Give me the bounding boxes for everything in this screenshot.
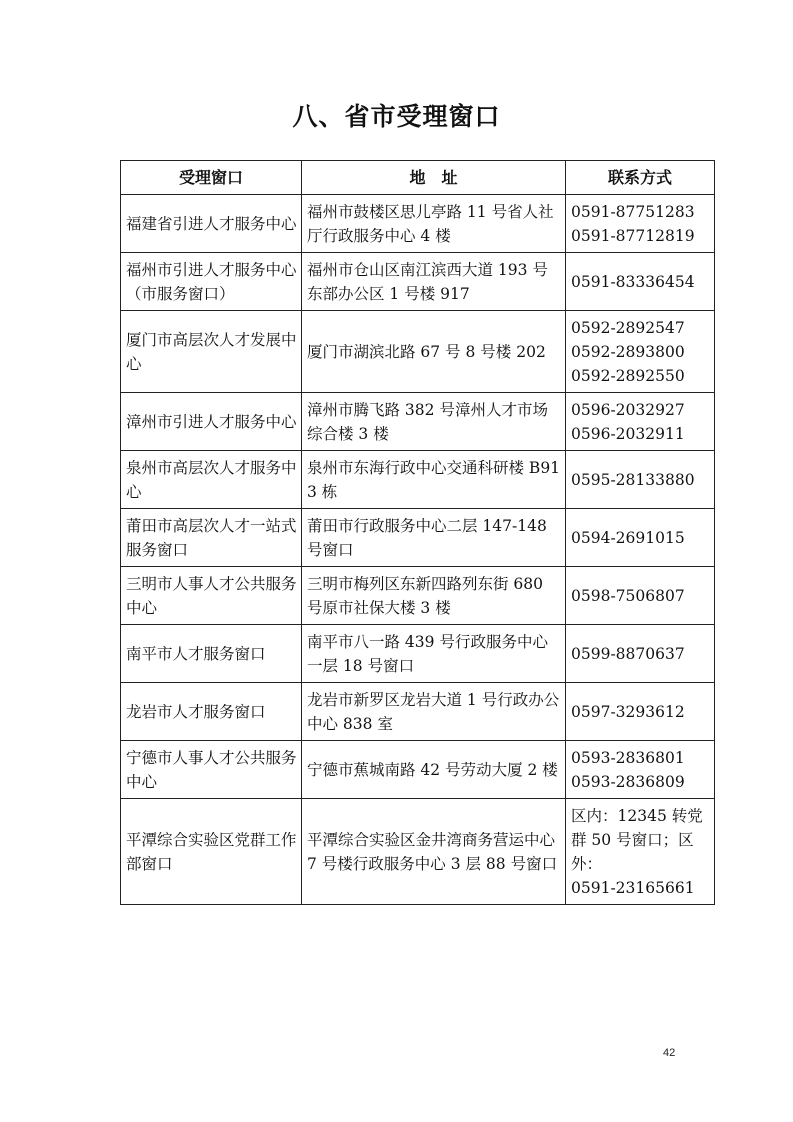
window-name: 福州市引进人才服务中心（市服务窗口） [121,253,302,311]
window-name: 厦门市高层次人才发展中心 [121,311,302,393]
window-name: 平潭综合实验区党群工作部窗口 [121,799,302,905]
page-title: 八、省市受理窗口 [292,102,501,131]
window-address: 南平市八一路 439 号行政服务中心一层 18 号窗口 [302,625,566,683]
header-window: 受理窗口 [121,161,302,195]
window-phones [566,393,715,451]
table-row [121,195,715,253]
window-name: 泉州市高层次人才服务中心 [121,451,302,509]
table-row [121,451,715,509]
phone-number: 0592-2892547 [571,319,685,337]
phone-number: 0596-2032927 [571,401,685,419]
window-phones [566,741,715,799]
window-phones [566,625,715,683]
table-row [121,741,715,799]
window-phones [566,509,715,567]
table-header-row [121,161,715,195]
window-address: 莆田市行政服务中心二层 147-148 号窗口 [302,509,566,567]
window-name: 三明市人事人才公共服务中心 [121,567,302,625]
phone-number: 0593-2836809 [571,773,685,791]
window-phones [566,253,715,311]
window-name: 南平市人才服务窗口 [121,625,302,683]
table-row [121,799,715,905]
phone-number: 0598-7506807 [571,587,685,605]
window-address: 厦门市湖滨北路 67 号 8 号楼 202 [302,311,566,393]
phone-number: 0592-2892550 [571,367,685,385]
header-contact: 联系方式 [566,161,715,195]
window-address: 平潭综合实验区金井湾商务营运中心 7 号楼行政服务中心 3 层 88 号窗口 [302,799,566,905]
window-name: 莆田市高层次人才一站式服务窗口 [121,509,302,567]
phone-number: 0591-87751283 [571,203,695,221]
phone-number: 0593-2836801 [571,749,685,767]
table-row [121,567,715,625]
phone-number: 0595-28133880 [571,471,695,489]
phone-number: 0591-83336454 [571,273,695,291]
window-address: 三明市梅列区东新四路列东街 680 号原市社保大楼 3 楼 [302,567,566,625]
phone-number: 0596-2032911 [571,425,685,443]
table-row [121,311,715,393]
window-phones [566,451,715,509]
table-row [121,625,715,683]
phone-number: 0599-8870637 [571,645,685,663]
contact-note: 区内：12345 转党群 50 号窗口；区外： [571,807,703,873]
window-phones [566,799,715,905]
window-address: 福州市仓山区南江滨西大道 193 号东部办公区 1 号楼 917 [302,253,566,311]
phone-number: 0591-87712819 [571,227,695,245]
phone-number: 0592-2893800 [571,343,685,361]
window-phones [566,195,715,253]
window-address: 宁德市蕉城南路 42 号劳动大厦 2 楼 [302,741,566,799]
window-name: 福建省引进人才服务中心 [121,195,302,253]
window-address: 龙岩市新罗区龙岩大道 1 号行政办公中心 838 室 [302,683,566,741]
table-row [121,393,715,451]
window-address: 福州市鼓楼区思儿亭路 11 号省人社厅行政服务中心 4 楼 [302,195,566,253]
window-phones [566,567,715,625]
window-phones [566,683,715,741]
window-address: 漳州市腾飞路 382 号漳州人才市场综合楼 3 楼 [302,393,566,451]
table-row [121,683,715,741]
window-phones [566,311,715,393]
phone-number: 0597-3293612 [571,703,685,721]
window-name: 宁德市人事人才公共服务中心 [121,741,302,799]
header-address: 地 址 [302,161,566,195]
page-number: 42 [663,1047,676,1059]
table-row [121,509,715,567]
phone-number: 0591-23165661 [571,879,695,897]
phone-number: 0594-2691015 [571,529,685,547]
window-name: 龙岩市人才服务窗口 [121,683,302,741]
window-address: 泉州市东海行政中心交通科研楼 B913 栋 [302,451,566,509]
table-row [121,253,715,311]
window-name: 漳州市引进人才服务中心 [121,393,302,451]
service-window-table [120,160,715,905]
